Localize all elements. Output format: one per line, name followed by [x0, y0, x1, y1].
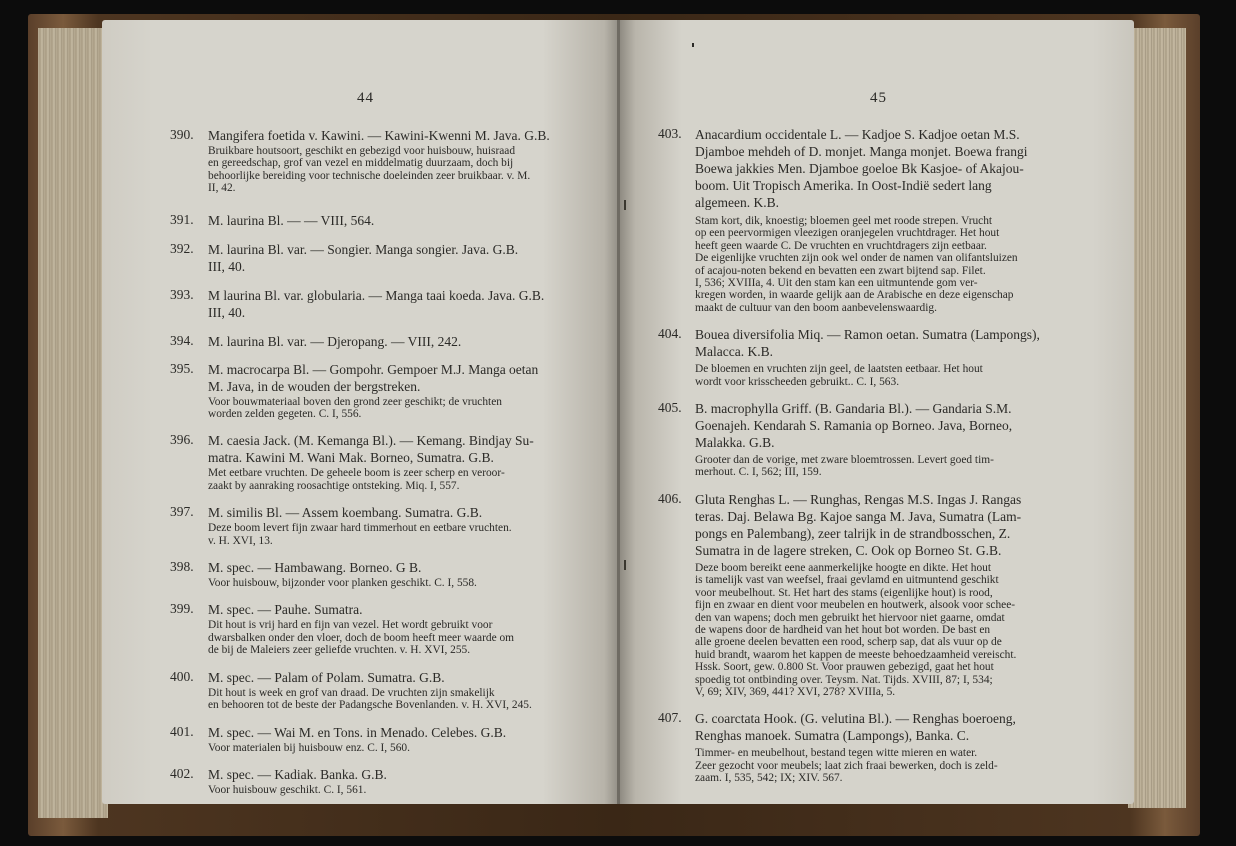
description-line: De bloemen en vruchten zijn geel, de laatsten eetbaar. Het hout — [695, 363, 983, 376]
entry-description — [208, 742, 610, 754]
entry-heading: M. laurina Bl. — — VIII, 564. — [208, 212, 375, 228]
entry-number: 405. — [658, 400, 682, 416]
description-line: merhout. C. I, 562; III, 159. — [695, 466, 822, 479]
ink-speck — [692, 43, 694, 47]
entry-392 — [170, 241, 610, 275]
description-line: heeft geen waarde C. De vruchten en vruchtdragers zijn eetbaar. — [695, 239, 987, 252]
entry-heading-cont: Malakka. G.B. — [695, 435, 775, 451]
description-line: Stam kort, dik, knoestig; bloemen geel met roode strepen. Vrucht — [695, 215, 993, 227]
description-line: en gereedschap, grof van vezel en middelmatig duurzaam, doch bij — [208, 157, 514, 170]
entry-heading: M laurina Bl. var. globularia. — Manga taai koeda. Java. G.B. — [208, 287, 545, 303]
right-page — [620, 20, 1134, 804]
description-line: alle groene deelen bevatten een rood, scherp sap, dat als vuur op de — [695, 636, 1002, 649]
entry-number: 398. — [170, 559, 194, 575]
description-line: zaam. I, 535, 542; IX; XIV. 567. — [695, 772, 843, 785]
description-line: op een peervormigen vleezigen oranjegelen vruchtdrager. Het hout — [695, 227, 1000, 240]
entry-heading-cont: teras. Daj. Belawa Bg. Kajoe sanga M. Java, Sumatra (Lam- — [695, 508, 1022, 524]
entry-399 — [170, 601, 610, 656]
entry-394 — [170, 333, 610, 350]
entry-number: 397. — [170, 504, 194, 520]
entry-390 — [170, 127, 610, 195]
entry-heading-cont: M. Java, in de wouden der bergstreken. — [208, 378, 421, 394]
entry-description — [208, 619, 610, 656]
description-line: spoedig tot ontbinding over. Teysm. Nat. Tijds. XVIII, 87; I, 534; — [695, 673, 993, 686]
entry-number: 401. — [170, 723, 194, 739]
description-line: worden zelden gegeten. C. I, 556. — [208, 408, 362, 421]
description-line: v. H. XVI, 13. — [208, 534, 273, 547]
entry-number: 394. — [170, 332, 194, 348]
description-line: De eigenlijke vruchten zijn ook wel onder de namen van olifantsluizen — [695, 252, 1018, 265]
page-number: 44 — [357, 90, 374, 106]
entry-heading-cont: III, 40. — [208, 258, 246, 274]
entry-391 — [170, 212, 610, 229]
entry-heading: Gluta Renghas L. — Runghas, Rengas M.S. Ingas J. Rangas — [695, 491, 1022, 507]
description-line: Timmer- en meubelhout, bestand tegen witte mieren en water. — [695, 747, 978, 760]
description-line: Hssk. Soort, gew. 0.800 St. Voor prauwen gebezigd, gaat het hout — [695, 661, 994, 674]
entry-406 — [658, 491, 1126, 698]
page-edges-right — [1128, 28, 1186, 808]
entry-393 — [170, 287, 610, 321]
description-line: Dit hout is week en grof van draad. De vruchten zijn smakelijk — [208, 686, 495, 699]
entry-number: 407. — [658, 710, 682, 726]
entry-number: 404. — [658, 326, 682, 342]
description-line: of acajou-noten bekend en bevatten een zwart bijtend sap. Filet. — [695, 264, 986, 277]
entry-heading: M. spec. — Pauhe. Sumatra. — [208, 602, 363, 618]
entry-400 — [170, 669, 610, 712]
description-line: Voor huisbouw geschikt. C. I, 561. — [208, 783, 367, 796]
entry-heading-cont: boom. Uit Tropisch Amerika. In Oost-Indië sedert lang — [695, 178, 992, 193]
entry-description — [695, 215, 1126, 314]
entry-395 — [170, 361, 610, 421]
entry-number: 393. — [170, 286, 194, 302]
entry-number: 403. — [658, 126, 682, 141]
entry-heading-cont: Djamboe mehdeh of D. monjet. Manga monjet. Boewa frangi — [695, 144, 1028, 159]
entry-number: 400. — [170, 668, 194, 684]
description-line: kregen worden, in waarde gelijk aan de Arabische en deze eigenschap — [695, 289, 1014, 302]
entry-heading-cont: Malacca. K.B. — [695, 344, 773, 360]
description-line: Dit hout is vrij hard en fijn van vezel. Het wordt gebruikt voor — [208, 619, 493, 632]
entry-404 — [658, 326, 1126, 388]
entry-heading: M. macrocarpa Bl. — Gompohr. Gempoer M.J. Manga oetan — [208, 361, 539, 377]
entry-397 — [170, 504, 610, 547]
entry-number: 402. — [170, 765, 194, 781]
entry-heading: M. caesia Jack. (M. Kemanga Bl.). — Kemang. Bindjay Su- — [208, 433, 534, 449]
description-line: Deze boom bereikt eene aanmerkelijke hoogte en dikte. Het hout — [695, 561, 992, 574]
description-line: I, 536; XVIIIa, 4. Uit den stam kan een uitmuntende gom ver- — [695, 277, 978, 290]
entry-heading: M. spec. — Hambawang. Borneo. G B. — [208, 560, 422, 576]
entry-number: 399. — [170, 601, 194, 617]
entry-heading: M. laurina Bl. var. — Djeropang. — VIII, 242. — [208, 333, 462, 349]
entry-heading-cont: Sumatra in de lagere streken, C. Ook op Borneo St. G.B. — [695, 542, 1002, 558]
description-line: huid brandt, waarom het kappen de meeste behoedzaamheid vereischt. — [695, 648, 1017, 661]
entry-description — [208, 784, 610, 796]
entry-description — [208, 467, 610, 492]
entry-398 — [170, 559, 610, 589]
description-line: de bij de Maleiers zeer geliefde vruchten. v. H. XVI, 255. — [208, 644, 471, 657]
entry-description — [208, 687, 610, 712]
entry-number: 391. — [170, 211, 194, 227]
entry-heading: B. macrophylla Griff. (B. Gandaria Bl.). — Gandaria S.M. — [695, 401, 1012, 417]
entry-description — [208, 145, 610, 195]
entry-heading: G. coarctata Hook. (G. velutina Bl.). — Renghas boeroeng, — [695, 711, 1016, 727]
description-line: V, 69; XIV, 369, 441? XVI, 278? XVIIIa, 5. — [695, 685, 896, 698]
binding-thread — [624, 560, 626, 570]
description-line: behoorlijke bereiding voor technische doeleinden zeer bruikbaar. v. M. — [208, 169, 531, 182]
entry-number: 395. — [170, 360, 194, 376]
description-line: de wapens door de hardheid van het hout bot worden. De bast en — [695, 623, 991, 636]
description-line: maakt de cultuur van den boom aanbevelenswaardig. — [695, 301, 937, 314]
entry-heading: M. laurina Bl. var. — Songier. Manga songier. Java. G.B. — [208, 241, 519, 257]
entry-description — [695, 363, 1126, 388]
entry-403 — [658, 126, 1126, 314]
entry-heading: M. spec. — Kadiak. Banka. G.B. — [208, 766, 387, 782]
description-line: Voor huisbouw, bijzonder voor planken geschikt. C. I, 558. — [208, 577, 477, 590]
entry-405 — [658, 400, 1126, 479]
description-line: is tamelijk vast van weefsel, fraai gevlamd en uitmuntend geschikt — [695, 574, 999, 587]
entry-number: 392. — [170, 240, 194, 256]
entry-heading: Mangifera foetida v. Kawini. — Kawini-Kwenni M. Java. G.B. — [208, 128, 550, 143]
description-line: voor meubelhout. St. Het hart des stams (eigenlijke hout) is rood, — [695, 586, 993, 599]
entry-407 — [658, 710, 1126, 784]
entry-description — [695, 562, 1126, 698]
page-number: 45 — [870, 90, 887, 106]
entry-heading-cont: Boewa jakkies Men. Djamboe goeloe Bk Kasjoe- of Akajou- — [695, 161, 1024, 176]
entry-heading: Anacardium occidentale L. — Kadjoe S. Kadjoe oetan M.S. — [695, 127, 1020, 142]
entry-heading-cont: III, 40. — [208, 304, 246, 320]
entry-description — [208, 522, 610, 547]
entry-401 — [170, 724, 610, 754]
description-line: en behooren tot de beste der Padangsche Bovenlanden. v. H. XVI, 245. — [208, 699, 532, 712]
description-line: fijn en zwaar en dient voor meubelen en houtwerk, alsook voor schee- — [695, 599, 1016, 612]
entry-heading: M. spec. — Palam of Polam. Sumatra. G.B. — [208, 669, 445, 685]
entry-heading-cont: algemeen. K.B. — [695, 195, 779, 210]
page-edges-left — [38, 28, 108, 818]
entry-heading-cont: pongs en Palembang), zeer talrijk in de strandbosschen, Z. — [695, 525, 1011, 541]
entry-heading-cont: matra. Kawini M. Wani Mak. Borneo, Sumatra. G.B. — [208, 450, 494, 466]
description-line: zaakt by aanraking roosachtige ontsteking. Miq. I, 557. — [208, 479, 460, 492]
description-line: Met eetbare vruchten. De geheele boom is zeer scherp en veroor- — [208, 467, 505, 480]
entry-402 — [170, 766, 610, 796]
description-line: Zeer gezocht voor meubels; laat zich fraai bewerken, doch is zeld- — [695, 759, 998, 772]
entry-description — [208, 396, 610, 421]
description-line: dwarsbalken onder den vloer, doch de boom heeft meer waarde om — [208, 631, 515, 644]
description-line: den van wapens; doch men gebruikt het hiervoor niet gaarne, omdat — [695, 611, 1005, 624]
description-line: Voor materialen bij huisbouw enz. C. I, 560. — [208, 741, 410, 754]
entry-description — [208, 577, 610, 589]
entry-number: 396. — [170, 432, 194, 448]
entry-number: 390. — [170, 127, 194, 142]
description-line: Grooter dan de vorige, met zware bloemtrossen. Levert goed tim- — [695, 454, 994, 467]
left-page — [102, 20, 620, 804]
binding-thread — [624, 200, 626, 210]
entry-heading: M. spec. — Wai M. en Tons. in Menado. Celebes. G.B. — [208, 724, 507, 740]
description-line: wordt voor krisscheeden gebruikt.. C. I, 563. — [695, 375, 900, 388]
description-line: Deze boom levert fijn zwaar hard timmerhout en eetbare vruchten. — [208, 522, 512, 535]
entry-396 — [170, 432, 610, 492]
description-line: Bruikbare houtsoort, geschikt en gebezigd voor huisbouw, huisraad — [208, 145, 516, 157]
entry-heading: Bouea diversifolia Miq. — Ramon oetan. Sumatra (Lampongs), — [695, 327, 1040, 343]
entry-description — [695, 454, 1126, 479]
entry-heading: M. similis Bl. — Assem koembang. Sumatra. G.B. — [208, 505, 483, 521]
entry-number: 406. — [658, 490, 682, 506]
entry-heading-cont: Renghas manoek. Sumatra (Lampongs), Banka. C. — [695, 728, 970, 744]
description-line: II, 42. — [208, 182, 236, 195]
entry-heading-cont: Goenajeh. Kendarah S. Ramania op Borneo. Java, Borneo, — [695, 418, 1013, 434]
description-line: Voor bouwmateriaal boven den grond zeer geschikt; de vruchten — [208, 395, 502, 408]
entry-description — [695, 747, 1126, 784]
